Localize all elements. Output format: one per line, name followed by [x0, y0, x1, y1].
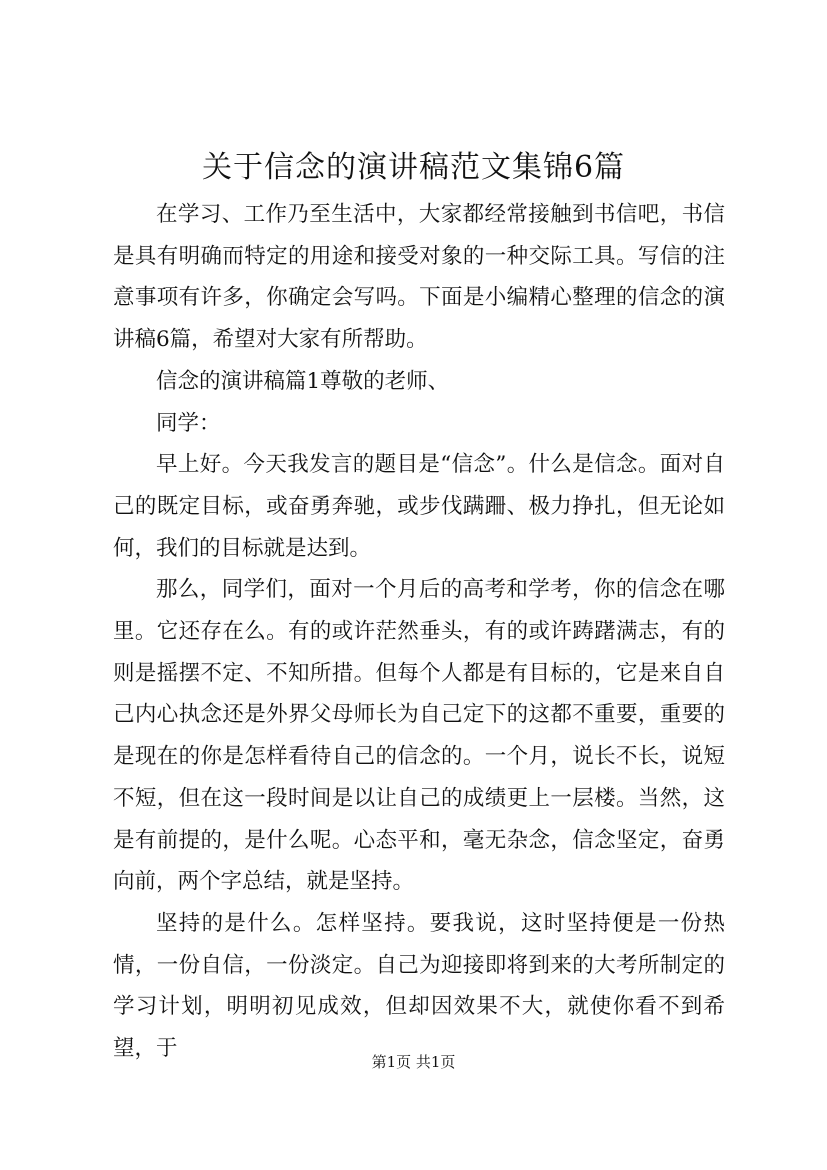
document-body: [113, 194, 725, 1070]
paragraph-intro: 在学习、工作乃至生活中，大家都经常接触到书信吧，书信是具有明确而特定的用途和接受对象的一种交际工具。写信的注意事项有许多，你确定会写吗。下面是小编精心整理的信念的演讲稿6篇，希望对大家有所帮助。: [113, 202, 725, 353]
paragraph-persistence: 坚持的是什么。怎样坚持。要我说，这时坚持便是一份热情，一份自信，一份淡定。自己为迎接即将到来的大考所制定的学习计划，明明初见成效，但却因效果不大，就使你看不到希望，于: [113, 910, 725, 1062]
paragraph-speech-heading: 信念的演讲稿篇1尊敬的老师、: [156, 368, 450, 394]
document-title: 关于信念的演讲稿范文集锦6篇: [201, 150, 626, 185]
paragraph-exam-belief: 那么，同学们，面对一个月后的高考和学考，你的信念在哪里。它还存在么。有的或许茫然垂头，有的或许踌躇满志，有的则是摇摆不定、不知所措。但每个人都是有目标的，它是来自自己内心执念还是外界父母师长为自己定下的这都不重要，重要的是现在的你是怎样看待自己的信念的。一个月，说长不长，说短不短，但在这一段时间是以让自己的成绩更上一层楼。当然，这是有前提的，是什么呢。心态平和，毫无杂念，信念坚定，奋勇向前，两个字总结，就是坚持。: [113, 577, 725, 895]
page-footer: 第1页 共1页: [371, 1053, 456, 1071]
paragraph-greeting: 早上好。今天我发言的题目是“信念”。什么是信念。面对自己的既定目标，或奋勇奔驰，或步伐蹒跚、极力挣扎，但无论如何，我们的目标就是达到。: [113, 452, 725, 561]
paragraph-salutation: 同学：: [156, 410, 221, 436]
